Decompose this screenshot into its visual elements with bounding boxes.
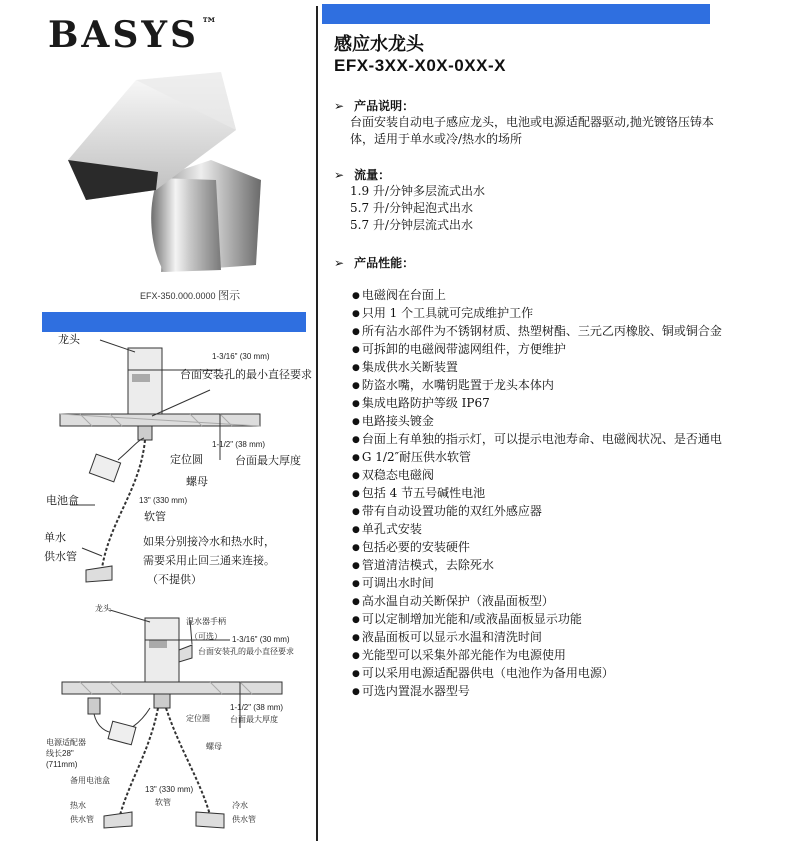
features-list	[352, 287, 722, 701]
feature-item: ● 可拆卸的电磁阀带滤网组件，方便维护	[352, 341, 722, 359]
feature-item: ● 单孔式安装	[352, 521, 722, 539]
d2-faucet-label: 龙头	[95, 604, 111, 613]
section-bar-left	[42, 312, 306, 332]
d1-hose-dim: 13" (330 mm)	[139, 496, 188, 505]
d1-nut: 螺母	[186, 475, 208, 488]
feature-item: ● 可以定制增加光能和/或液晶面板显示功能	[352, 611, 722, 629]
d2-hose: 软管	[155, 798, 171, 807]
d2-hot-supply: 供水管	[70, 815, 94, 824]
flow-list	[350, 183, 485, 234]
flow-item: 1.9 升/分钟多层流式出水	[350, 184, 485, 198]
d1-faucet-label: 龙头	[58, 333, 80, 346]
feature-item: ● 管道清洁模式，去除死水	[352, 557, 722, 575]
arrow-icon: ➢	[334, 256, 345, 270]
feature-item: ● 光能型可以采集外部光能作为电源使用	[352, 647, 722, 665]
d2-locator: 定位圈	[186, 714, 210, 723]
feature-item: ● 可调出水时间	[352, 575, 722, 593]
d2-thick-dim: 1-1/2" (38 mm)	[230, 703, 284, 712]
feature-item: ● 所有沾水部件为不锈钢材质、热塑树酯、三元乙丙橡胶、铜或铜合金	[352, 323, 722, 341]
d2-hole-dim: 1-3/16" (30 mm)	[232, 635, 290, 644]
d2-cold-supply: 供水管	[232, 815, 256, 824]
d1-thick-dim: 1-1/2" (38 mm)	[212, 440, 266, 449]
feature-item: ● 包括必要的安装硬件	[352, 539, 722, 557]
d2-hose-dim: 13" (330 mm)	[145, 785, 194, 794]
d2-hot: 热水	[70, 801, 86, 810]
d1-supply: 供水管	[44, 550, 77, 563]
photo-caption: EFX-350.000.0000 图示	[140, 290, 241, 302]
flow-item: 5.7 升/分钟起泡式出水	[350, 201, 473, 215]
arrow-icon: ➢	[334, 168, 345, 182]
d2-optional: （可选）	[190, 632, 222, 641]
feature-item: ● 台面上有单独的指示灯，可以提示电池寿命、电磁阀状况、是否通电	[352, 431, 722, 449]
feature-item: ● 液晶面板可以显示水温和清洗时间	[352, 629, 722, 647]
column-divider	[316, 6, 318, 841]
d1-battery: 电池盒	[46, 494, 79, 507]
feature-item: ● 高水温自动关断保护（液晶面板型）	[352, 593, 722, 611]
d2-hole-req: 台面安装孔的最小直径要求	[198, 647, 294, 656]
feature-item: ● 集成电路防护等级 IP67	[352, 395, 722, 413]
d2-nut: 螺母	[206, 742, 222, 751]
feature-item: ● 双稳态电磁阀	[352, 467, 722, 485]
d2-cold: 冷水	[232, 801, 248, 810]
d1-locator: 定位圆	[170, 453, 203, 466]
arrow-icon: ➢	[334, 99, 345, 113]
d1-hole-dim: 1-3/16" (30 mm)	[212, 352, 270, 361]
feature-item: ● 可选内置混水器型号	[352, 683, 722, 701]
feature-item: ● 带有自动设置功能的双红外感应器	[352, 503, 722, 521]
feature-item: ● 只用 1 个工具就可完成维护工作	[352, 305, 722, 323]
d2-backup: 备用电池盒	[70, 776, 110, 785]
feature-item: ● 电磁阀在台面上	[352, 287, 722, 305]
feature-item: ● 可以采用电源适配器供电（电池作为备用电源）	[352, 665, 722, 683]
product-title: 感应水龙头	[334, 34, 424, 55]
d1-hole-req: 台面安装孔的最小直径要求	[180, 368, 312, 381]
features-heading: ➢ 产品性能：	[334, 256, 415, 270]
feature-item: ● 防盗水嘴，水嘴钥匙置于龙头本体内	[352, 377, 722, 395]
d2-adapter: 电源适配器 线长28" (711mm)	[46, 738, 86, 769]
description-text: 台面安装自动电子感应龙头，电池或电源适配器驱动,抛光镀铬压铸本 体，适用于单水或冷/热水的场所	[350, 115, 714, 146]
faucet-photo	[46, 60, 286, 282]
product-model: EFX-3XX-X0X-0XX-X	[334, 56, 506, 75]
d1-note: 如果分别接冷水和热水时， 需要采用止回三通来连接。 （不提供）	[143, 535, 275, 586]
feature-item: ● 电路接头镀金	[352, 413, 722, 431]
feature-item: ● 包括 4 节五号碱性电池	[352, 485, 722, 503]
feature-item: ● G 1/2″耐压供水软管	[352, 449, 722, 467]
brand-logo: BASYS ™	[48, 14, 218, 56]
flow-item: 5.7 升/分钟层流式出水	[350, 218, 473, 232]
d1-hose: 软管	[144, 510, 166, 523]
description-heading: ➢ 产品说明：	[334, 99, 415, 113]
flow-heading: ➢ 流量：	[334, 168, 391, 182]
d1-thick-max: 台面最大厚度	[235, 454, 301, 467]
d1-single: 单水	[44, 531, 66, 544]
section-bar-right	[322, 4, 710, 24]
feature-item: ● 集成供水关断装置	[352, 359, 722, 377]
d2-thick-max: 台面最大厚度	[230, 715, 278, 724]
d2-mixer: 混水器手柄	[186, 617, 226, 626]
